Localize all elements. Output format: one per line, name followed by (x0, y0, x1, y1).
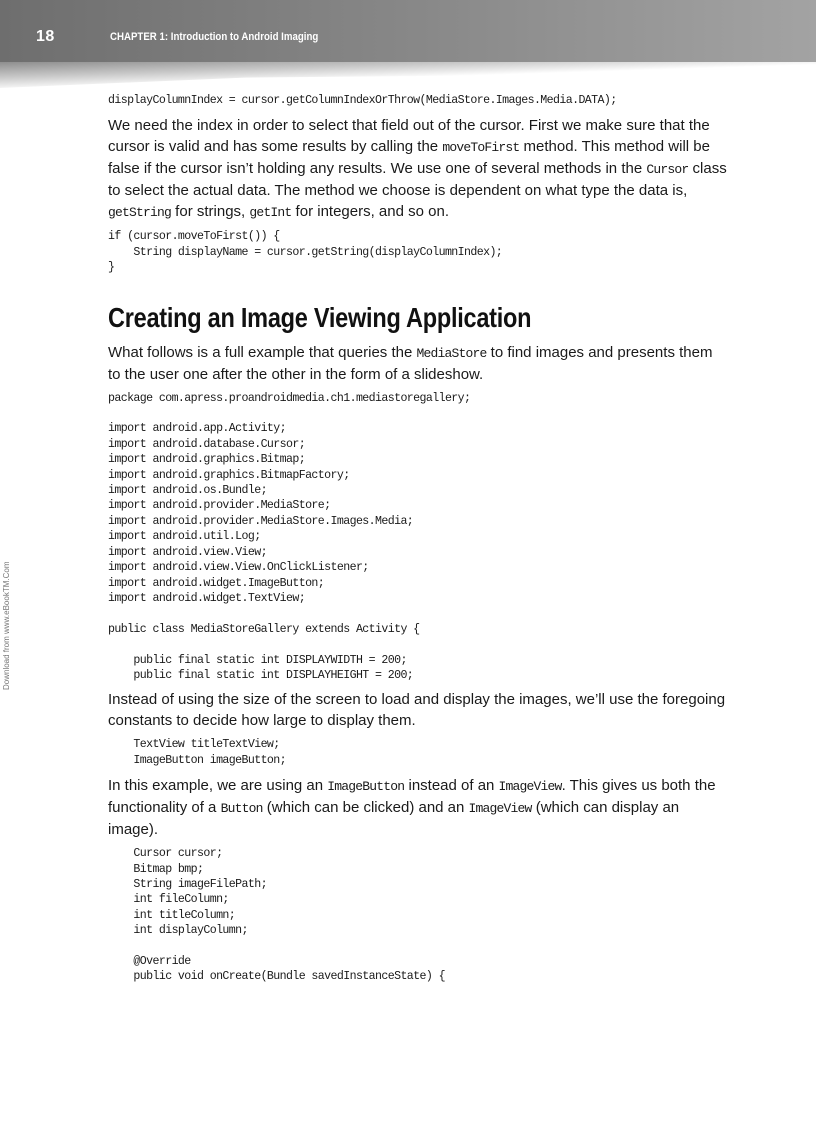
paragraph-example-intro: What follows is a full example that queries the MediaStore to find images and presents them to the user one after the other in the form of a slideshow. (108, 343, 713, 383)
paragraph-image-button: In this example, we are using an ImageButton instead of an ImageView. This gives us both the functionality of a Button (which can be clicked) and an ImageView (which can display an image). (108, 777, 716, 839)
page-number: 18 (36, 28, 55, 45)
inline-code: getString (108, 205, 172, 221)
code-listing-on-create: Cursor cursor; Bitmap bmp; String imageFilePath; int fileColumn; int titleColumn; int displayColumn; @Override public void onCreate(Bundle savedInstanceState) { (133, 847, 445, 984)
chapter-title: CHAPTER 1: Introduction to Android Imaging (110, 31, 319, 43)
code-listing-column-index: displayColumnIndex = cursor.getColumnIndexOrThrow(MediaStore.Images.Media.DATA); (108, 94, 617, 107)
inline-code: MediaStore (416, 345, 487, 361)
inline-code: ImageView (498, 779, 562, 795)
download-watermark: Download from www.eBookTM.Com (2, 561, 11, 690)
paragraph-cursor-explanation: We need the index in order to select that field out of the cursor. First we make sure that the cursor is valid and has some results by calling the moveToFirst method. This method will be false if the cursor isn’t holding any results. We use one of several methods in the Cursor class to select the actual data. The method we choose is dependent on what type the data is, getString for strings, getInt for integers, and so on. (108, 117, 727, 221)
code-listing-move-to-first: if (cursor.moveToFirst()) { String displayName = cursor.getString(displayColumnIndex); } (108, 230, 503, 275)
inline-code: getInt (249, 205, 292, 221)
inline-code: ImageButton (327, 779, 405, 795)
code-listing-fields: TextView titleTextView; ImageButton imageButton; (133, 738, 287, 767)
paragraph-display-constants: Instead of using the size of the screen to load and display the images, we’ll use the foregoing constants to decide how large to display them. (108, 691, 726, 730)
section-heading: Creating an Image Viewing Application (108, 301, 532, 333)
page-body (108, 90, 728, 985)
inline-code: Cursor (646, 162, 689, 178)
inline-code: moveToFirst (442, 140, 520, 156)
inline-code: Button (220, 801, 263, 817)
header-decoration (0, 62, 816, 88)
inline-code: ImageView (468, 801, 532, 817)
code-listing-imports: package com.apress.proandroidmedia.ch1.mediastoregallery; import android.app.Activity; import android.database.Cursor; import android.graphics.Bitmap; import android.graphics.BitmapFactory; import android.os.Bundle; import android.provider.MediaStore; import android.provider.MediaStore.Images.Media; import android.util.Log; import android.view.View; import android.view.View.OnClickListener; import android.widget.ImageButton; import android.widget.TextView; public class MediaStoreGallery extends Activity { public final static int DISPLAYWIDTH = 200; public final static int DISPLAYHEIGHT = 200; (108, 391, 471, 682)
